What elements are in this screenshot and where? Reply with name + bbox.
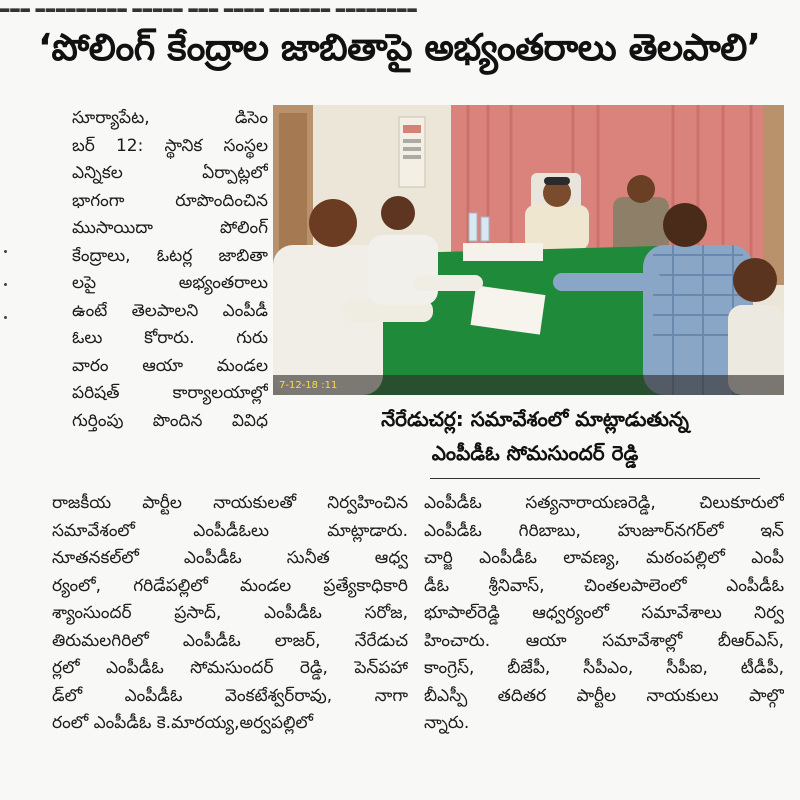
article-line: చార్జి ఎంపీడీఓ లావణ్య, మఠంపల్లిలో ఎంపీ	[424, 548, 784, 568]
article-line: లపై అభ్యంతరాలు	[72, 273, 268, 293]
caption-line-1: నేరేడుచర్ల: సమావేశంలో మాట్లాడుతున్న	[381, 407, 689, 431]
margin-marks	[4, 250, 8, 370]
article-line: భూపాల్‌రెడ్డి ఆధ్వర్యంలో సమావేశాలు నిర్వ	[424, 603, 784, 623]
article-line: ఎంపీడీఓ గిరిబాబు, హుజూర్‌నగర్‌లో ఇన్	[424, 520, 784, 541]
headline: ‘పోలింగ్ కేంద్రాల జాబితాపై అభ్యంతరాలు తెలపాలి’	[38, 26, 761, 69]
article-column-2	[52, 490, 408, 738]
article-line: ముసాయిదా పోలింగ్	[72, 218, 268, 238]
article-column-3	[424, 490, 784, 738]
article-line: పరిషత్ కార్యాలయాల్లో	[72, 383, 268, 403]
article-line: నూతనకల్‌లో ఎంపీడీఓ సునీత ఆధ్వ	[52, 548, 408, 568]
article-line: న్నారు.	[424, 713, 470, 733]
article-line: ఎంపీడీఓ సత్యనారాయణరెడ్డి, చిలుకూరులో	[424, 493, 784, 513]
article-line: గుర్తింపు పొందిన వివిధ	[72, 410, 268, 431]
article-line: కేంద్రాలు, ఓటర్ల జాబితా	[72, 245, 268, 266]
article-line: కాంగ్రెస్, బీజేపీ, సీపీఎం, సీపీఐ, టీడీపీ,	[424, 658, 784, 678]
caption-divider	[430, 478, 760, 479]
article-line: తిరుమలగిరిలో ఎంపీడీఓ లాజర్, నేరేడుచ	[52, 630, 408, 651]
article-line: ర్లలో ఎంపీడీఓ సోమసుందర్ రెడ్డి, పెన్‌పహా	[52, 658, 408, 678]
article-line: ఓలు కోరారు. గురు	[72, 328, 268, 348]
article-line: సమావేశంలో ఎంపీడీఓలు మాట్లాడారు.	[52, 520, 408, 541]
article-line: డ్‌లో ఎంపీడీఓ వెంకటేశ్వర్‌రావు, నాగా	[52, 685, 408, 706]
article-line: సూర్యాపేట, డిసెం	[72, 108, 268, 128]
photo-caption	[335, 402, 735, 470]
article-column-1	[72, 105, 268, 435]
article-line: రంలో ఎంపీడీఓ కె.మారయ్య,అర్వపల్లిలో	[52, 713, 313, 733]
article-line: డీఓ శ్రీనివాస్, చింతలపాలెంలో ఎంపీడీఓ	[424, 575, 784, 596]
article-line: భాగంగా రూపొందించిన	[72, 190, 268, 211]
article-line: రాజకీయ పార్టీల నాయకులతో నిర్వహించిన	[52, 493, 408, 513]
clipped-previous-headline: ▂▂▂ ▂▂▂▂▂▂▂▂▂ ▂▂▂▂▂ ▂▂▂ ▂▂▂▂ ▂▂▂▂▂▂ ▂▂▂▂▂▂▂▂	[0, 0, 418, 12]
article-line: బర్ 12: స్థానిక సంస్థల	[72, 135, 268, 156]
meeting-photo	[273, 105, 784, 395]
photo-man-second	[368, 235, 438, 305]
article-line: బీఎస్పీ తదితర పార్టీల నాయకులు పాల్గొ	[424, 685, 784, 706]
article-line: ర్యంలో, గరిడేపల్లిలో మండల ప్రత్యేకాధికారి	[52, 575, 408, 596]
caption-line-2: ఎంపీడీఓ సోమసుందర్ రెడ్డి	[431, 441, 639, 465]
photo-timestamp: 7-12-18 :11	[279, 380, 338, 391]
article-line: శ్యాంసుందర్ ప్రసాద్, ఎంపీడీఓ సరోజ,	[52, 603, 408, 623]
article-line: ఎన్నికల ఏర్పాట్లలో	[72, 163, 268, 183]
article-line: వారం ఆయా మండల	[72, 355, 268, 376]
article-line: ఉంటే తెలపాలని ఎంపీడీ	[72, 300, 268, 321]
article-line: హించారు. ఆయా సమావేశాల్లో బీఆర్ఎస్,	[424, 630, 784, 651]
